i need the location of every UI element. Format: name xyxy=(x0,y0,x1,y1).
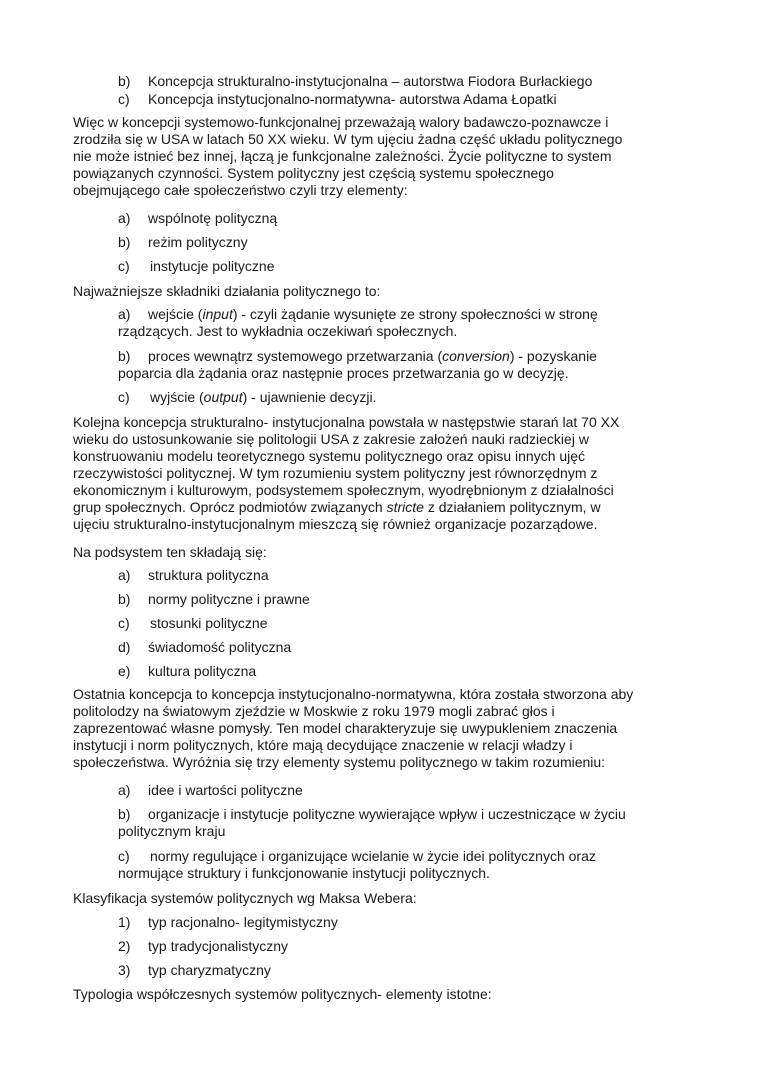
list-marker: c) xyxy=(118,848,130,864)
paragraph-text: grup społecznych. Oprócz podmiotów związanych xyxy=(73,499,387,515)
paragraph-line: wieku do ustosunkowanie się politologii USA z zakresie założeń nauki radzieckiej w xyxy=(73,431,589,447)
list-item xyxy=(118,73,678,90)
section-intro-text: Typologia współczesnych systemów politycznych- elementy istotne: xyxy=(73,986,492,1002)
paragraph-line: zaprezentować własne pomysły. Ten model charakteryzuje się uwypukleniem znaczenia xyxy=(73,720,618,736)
list-item xyxy=(118,591,678,608)
list-item-text: stosunki polityczne xyxy=(150,615,268,631)
paragraph-line: nie może istnieć bez innej, łączą je funkcjonalne zależności. Życie polityczne to system xyxy=(73,148,612,164)
list-item-text: organizacje i instytucje polityczne wywierające wpływ i uczestniczące w życiu xyxy=(148,806,626,822)
list-marker: c) xyxy=(118,91,130,107)
list-item xyxy=(118,210,678,227)
list-marker: c) xyxy=(118,258,130,274)
emphasis-term: input xyxy=(202,306,233,322)
list-item-text: normy regulujące i organizujące wcielanie w życie idei politycznych oraz xyxy=(150,848,596,864)
paragraph-line: ekonomicznym i kulturowym, podsystemem społecznym, wyodrębnionym z działalności xyxy=(73,482,614,498)
list-item-continuation: poparcia dla żądania oraz następnie proces przetwarzania go w decyzję. xyxy=(118,365,569,381)
list-item xyxy=(118,806,678,840)
paragraph-line: obejmującego całe społeczeństwo czyli trzy elementy: xyxy=(73,182,408,198)
paragraph-line: ujęciu strukturalno-instytucjonalnym mieszczą się również organizacje pozarządowe. xyxy=(73,516,598,532)
list-item-text: typ racjonalno- legitymistyczny xyxy=(148,914,338,930)
paragraph-line: społeczeństwa. Wyróżnia się trzy elementy systemu politycznego w takim rozumieniu: xyxy=(73,754,606,770)
list-marker: 1) xyxy=(118,914,131,930)
list-item-text: ) - czyli żądanie wysunięte ze strony społeczności w stronę xyxy=(232,306,598,322)
list-marker: a) xyxy=(118,210,131,226)
section-intro-text: Na podsystem ten składają się: xyxy=(73,544,267,560)
list-item-text: wyjście ( xyxy=(150,389,204,405)
list-item xyxy=(118,258,678,275)
list-item-text: wejście ( xyxy=(148,306,203,322)
list-item xyxy=(118,91,678,108)
paragraph-line xyxy=(73,499,693,516)
list-item xyxy=(118,306,678,340)
list-marker: e) xyxy=(118,663,131,679)
list-item xyxy=(118,389,678,406)
list-marker: 2) xyxy=(118,938,131,954)
list-item xyxy=(118,962,678,979)
list-item-text: normy polityczne i prawne xyxy=(148,591,310,607)
paragraph-line: Kolejna koncepcja strukturalno- instytucjonalna powstała w następstwie starań lat 70 XX xyxy=(73,414,620,430)
paragraph-line: Ostatnia koncepcja to koncepcja instytucjonalno-normatywna, która została stworzona aby xyxy=(73,686,634,702)
list-item xyxy=(118,348,678,382)
list-item-text: Koncepcja instytucjonalno-normatywna- autorstwa Adama Łopatki xyxy=(148,91,557,107)
list-item-text: typ charyzmatyczny xyxy=(148,962,271,978)
paragraph-line: konstruowaniu modelu teoretycznego systemu politycznego oraz opisu innych ujęć xyxy=(73,448,586,464)
emphasis-term: conversion xyxy=(442,348,510,364)
section-intro-text: Najważniejsze składniki działania politycznego to: xyxy=(73,283,381,299)
emphasis-term: output xyxy=(203,389,243,405)
paragraph-line: Więc w koncepcji systemowo-funkcjonalnej przeważają walory badawczo-poznawcze i xyxy=(73,114,609,130)
list-marker: b) xyxy=(118,348,131,364)
list-item xyxy=(118,567,678,584)
list-item-continuation: normujące struktury i funkcjonowanie instytucji politycznych. xyxy=(118,865,490,881)
list-item-text: reżim polityczny xyxy=(148,234,248,250)
paragraph-line: instytucji i norm politycznych, które mają decydujące znaczenie w relacji władzy i xyxy=(73,737,573,753)
list-item xyxy=(118,615,678,632)
list-item-text: typ tradycjonalistyczny xyxy=(148,938,289,954)
list-item xyxy=(118,914,678,931)
list-item-continuation: rządzących. Jest to wykładnia oczekiwań społecznych. xyxy=(118,323,458,339)
list-item-text: kultura polityczna xyxy=(148,663,257,679)
list-item-text: proces wewnątrz systemowego przetwarzania ( xyxy=(148,348,443,364)
list-item-text: świadomość polityczna xyxy=(148,639,292,655)
list-marker: d) xyxy=(118,639,131,655)
paragraph xyxy=(73,686,693,771)
list-item-text: idee i wartości polityczne xyxy=(148,782,303,798)
list-marker: b) xyxy=(118,806,131,822)
emphasis-term: stricte xyxy=(386,499,424,515)
paragraph-line: politolodzy na światowym zjeździe w Moskwie z roku 1979 mogli zabrać głos i xyxy=(73,703,555,719)
list-item-continuation: politycznym kraju xyxy=(118,823,226,839)
paragraph xyxy=(73,414,693,533)
list-marker: a) xyxy=(118,306,131,322)
section-intro xyxy=(73,544,693,561)
list-marker: b) xyxy=(118,591,131,607)
list-marker: c) xyxy=(118,389,130,405)
section-intro-text: Klasyfikacja systemów politycznych wg Maksa Webera: xyxy=(73,890,417,906)
list-item-text: ) - ujawnienie decyzji. xyxy=(242,389,377,405)
list-item xyxy=(118,782,678,799)
list-item-text: instytucje polityczne xyxy=(150,258,275,274)
list-marker: a) xyxy=(118,567,131,583)
list-item-text: wspólnotę polityczną xyxy=(148,210,278,226)
list-marker: 3) xyxy=(118,962,131,978)
list-item xyxy=(118,938,678,955)
paragraph-line: zrodziła się w USA w latach 50 XX wieku. W tym ujęciu żadna część układu politycznego xyxy=(73,131,623,147)
list-marker: b) xyxy=(118,73,131,89)
section-intro xyxy=(73,890,693,907)
list-item xyxy=(118,663,678,680)
list-item-text: ) - pozyskanie xyxy=(509,348,597,364)
list-marker: c) xyxy=(118,615,130,631)
paragraph xyxy=(73,114,693,199)
section-intro xyxy=(73,986,693,1003)
paragraph-line: powiązanych czynności. System polityczny jest częścią systemu społecznego xyxy=(73,165,554,181)
list-item xyxy=(118,848,678,882)
paragraph-text: z działaniem politycznym, w xyxy=(423,499,601,515)
paragraph-line: rzeczywistości politycznej. W tym rozumieniu system polityczny jest równorzędnym z xyxy=(73,465,598,481)
list-item xyxy=(118,234,678,251)
section-intro xyxy=(73,283,693,300)
list-item-text: Koncepcja strukturalno-instytucjonalna – autorstwa Fiodora Burłackiego xyxy=(148,73,593,89)
list-item-text: struktura polityczna xyxy=(148,567,269,583)
list-item xyxy=(118,639,678,656)
list-marker: a) xyxy=(118,782,131,798)
list-marker: b) xyxy=(118,234,131,250)
